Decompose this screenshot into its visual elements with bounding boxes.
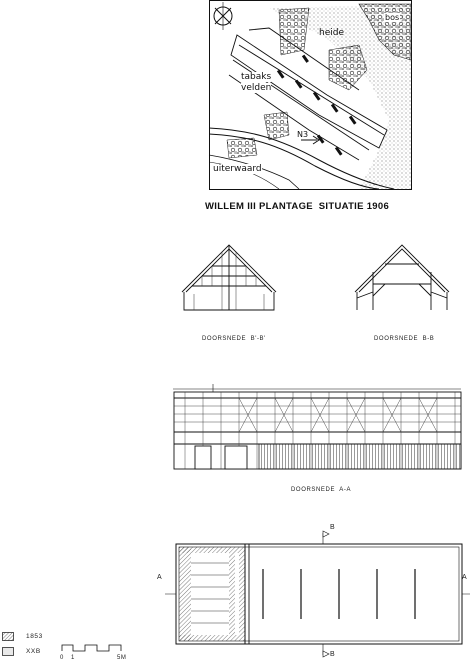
section-aa-label: DOORSNEDE A-A	[291, 487, 352, 493]
map-label-road: N3	[297, 130, 309, 139]
scale-label-0: 0	[60, 655, 64, 661]
map-label-bos: bos	[385, 13, 400, 22]
map-title: WILLEM III PLANTAGE SITUATIE 1906	[205, 201, 390, 212]
floor-plan-drawing	[173, 541, 468, 647]
legend-label-1853: 1853	[26, 633, 43, 640]
scale-label-1: 1	[71, 655, 75, 661]
legend-swatch-xxb	[2, 647, 14, 656]
plan-marker-a-right: A	[462, 574, 468, 581]
map-label-tabaks: tabaks	[241, 72, 272, 82]
map-label-velden: velden	[241, 83, 272, 93]
section-bb-label: DOORSNEDE B-B	[374, 336, 435, 342]
site-map-drawing	[209, 0, 412, 190]
scale-label-5m: 5M	[117, 655, 127, 661]
section-bb-drawing	[355, 242, 450, 312]
site-map	[209, 0, 412, 190]
map-label-uiterwaard: uiterwaard	[213, 164, 262, 174]
legend-swatch-1853	[2, 632, 14, 641]
legend-label-xxb: XXB	[26, 648, 41, 655]
section-aa-drawing	[173, 384, 463, 470]
section-b-prime-drawing	[182, 242, 277, 312]
section-b-prime-label: DOORSNEDE B'-B'	[202, 336, 266, 342]
plan-marker-b-bottom: B	[330, 651, 336, 658]
scale-bar	[61, 643, 125, 653]
plan-marker-b-top: B	[330, 524, 336, 531]
plan-marker-a-left: A	[157, 574, 163, 581]
legend	[0, 628, 140, 662]
map-label-heide: heide	[319, 28, 344, 38]
